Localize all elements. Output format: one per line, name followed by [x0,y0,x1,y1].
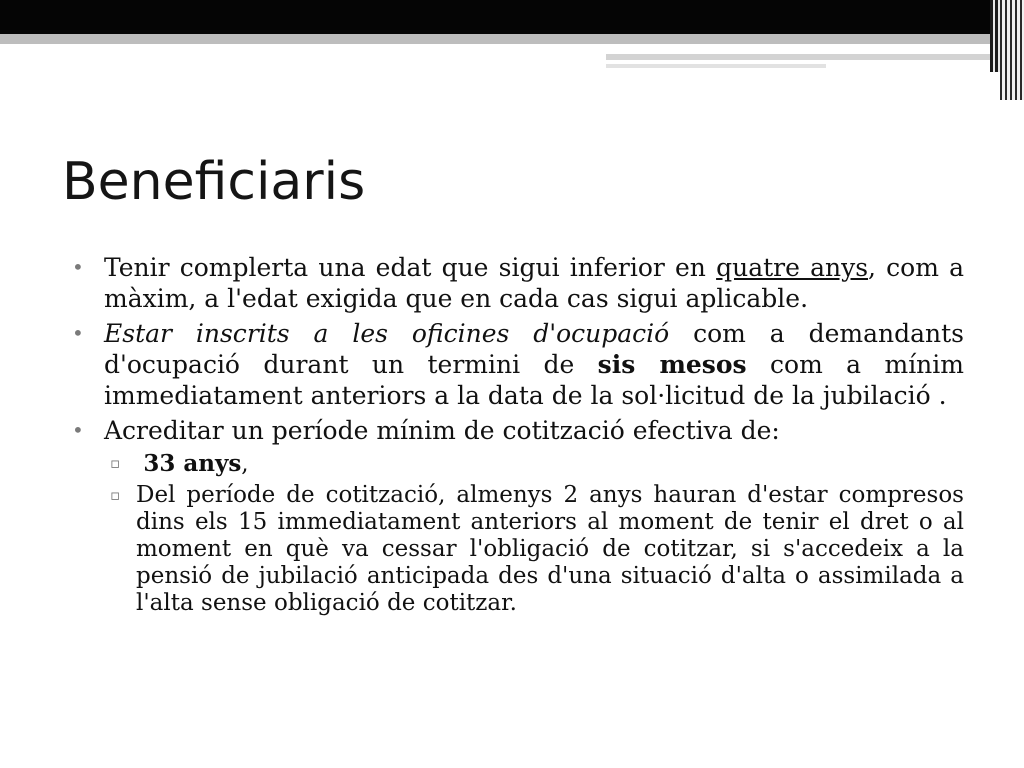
slide-body [72,252,964,621]
bullet-age-requirement: • Tenir complerta una edat que sigui inferior en quatre anys, com a màxim, a l'edat exigida que en cada cas sigui aplicable. [72,253,964,313]
sub-bullet-years: ▫ 33 anys, [110,450,249,477]
bullet-icon: • [72,418,84,442]
top-grey-band [0,34,1000,44]
bold-term: 33 anys [143,450,242,477]
right-grey-line [606,54,1000,60]
top-decorative-bar [0,0,1024,34]
right-grey-line-thin [606,64,826,68]
bold-term: sis mesos [597,350,747,379]
bullet-icon: • [72,255,84,279]
underlined-term: quatre anys [716,253,869,282]
bullet-registration-requirement: • Estar inscrits a les oficines d'ocupació com a demandants d'ocupació durant un termini de sis mesos com a mínim immediatament anteriors a la data de la sol·licitud de la jubilació . [72,319,964,410]
sub-bullet-period-detail: ▫ Del període de cotització, almenys 2 anys hauran d'estar compresos dins els 15 immediatament anteriors al moment de tenir el dret o al moment en què va cessar l'obligació de cotitzar, si s'accedeix a la pensió de jubilació anticipada des d'una situació d'alta o assimilada a l'alta sense obligació de cotitzar. [110,482,964,616]
sub-bullet-icon: ▫ [110,486,121,504]
bullet-contribution-requirement: • Acreditar un període mínim de cotització efectiva de: [72,416,780,445]
sub-bullet-icon: ▫ [110,454,121,472]
bullet-icon: • [72,321,84,345]
italic-term: Estar inscrits a les oficines d'ocupació [104,319,670,348]
corner-stripes-tail [1000,0,1024,100]
slide-title: Beneficiaris [62,152,366,212]
